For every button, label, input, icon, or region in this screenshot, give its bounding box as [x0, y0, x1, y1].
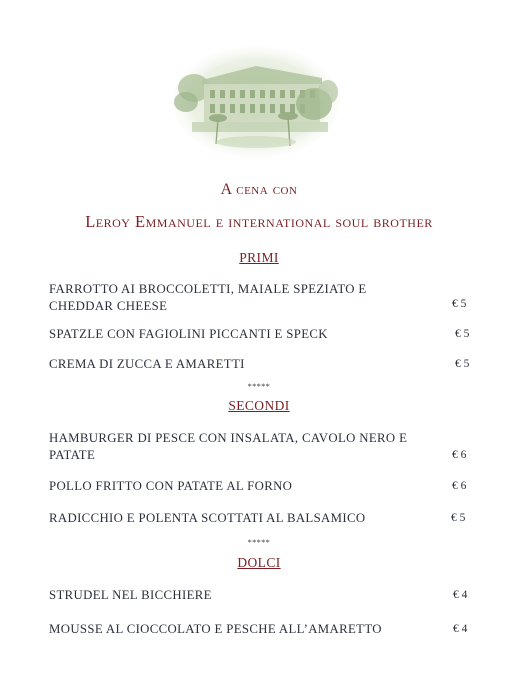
- menu-item: POLLO FRITTO CON PATATE AL FORNO: [49, 479, 293, 493]
- menu-item-price: € 5: [452, 298, 467, 310]
- section-title-dolci: DOLCI: [237, 555, 281, 570]
- menu-item: FARROTTO AI BROCCOLETTI, MAIALE SPEZIATO E CHEDDAR CHEESE: [49, 282, 367, 313]
- menu-item: STRUDEL NEL BICCHIERE: [49, 588, 212, 602]
- section-title-secondi: SECONDI: [228, 398, 290, 413]
- menu-item-price: € 6: [452, 449, 467, 461]
- menu-item: HAMBURGER DI PESCE CON INSALATA, CAVOLO NERO E PATATE: [49, 431, 408, 462]
- menu-item-price: € 5: [455, 358, 470, 370]
- section-separator: *****: [247, 538, 271, 547]
- event-title-line-1: A cena con: [220, 181, 298, 198]
- menu-item-price: € 4: [453, 623, 468, 635]
- event-title-line-2: Leroy Emmanuel e international soul brother: [85, 212, 433, 231]
- menu-item-price: € 6: [452, 480, 467, 492]
- menu-item-price: € 5: [451, 512, 466, 524]
- menu-item: CREMA DI ZUCCA E AMARETTI: [49, 357, 245, 371]
- section-separator: *****: [247, 382, 271, 391]
- menu-item: MOUSSE AL CIOCCOLATO E PESCHE ALL’AMARETTO: [49, 622, 382, 636]
- menu-item: SPATZLE CON FAGIOLINI PICCANTI E SPECK: [49, 327, 328, 341]
- menu-item: RADICCHIO E POLENTA SCOTTATI AL BALSAMICO: [49, 511, 366, 525]
- section-title-primi: PRIMI: [239, 250, 279, 265]
- villa-illustration: [172, 44, 340, 160]
- menu-item-price: € 4: [453, 589, 468, 601]
- menu-item-price: € 5: [455, 328, 470, 340]
